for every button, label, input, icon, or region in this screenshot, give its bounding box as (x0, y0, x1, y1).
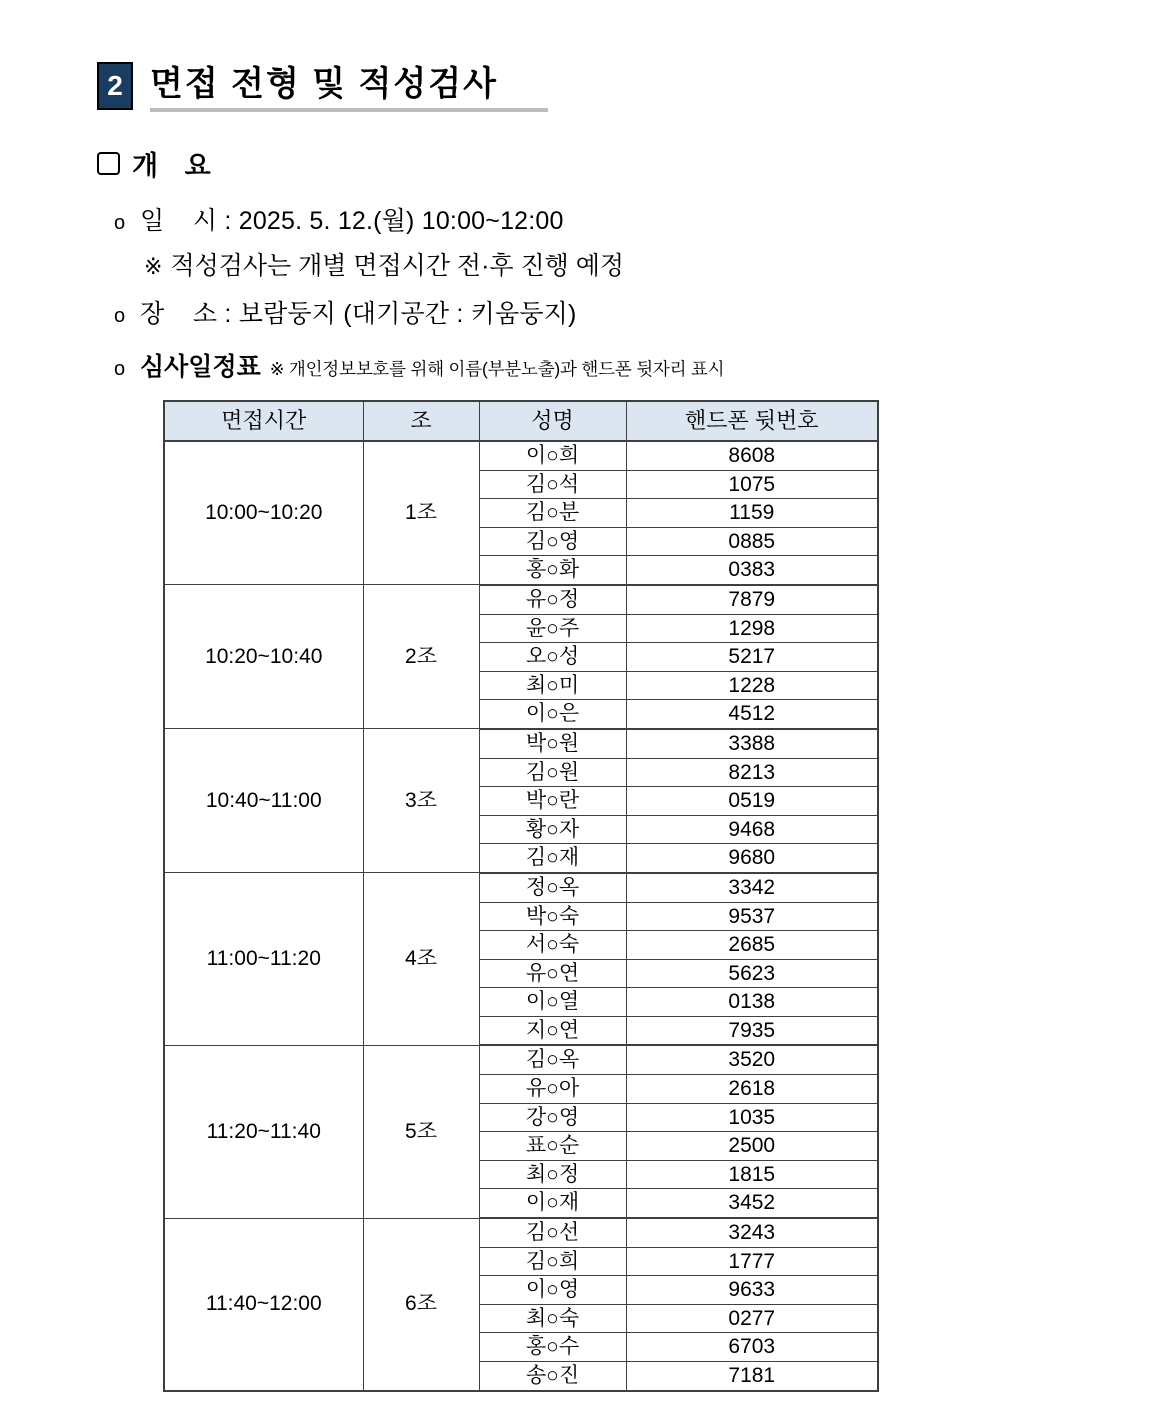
cell-applicant-name: 이○영 (479, 1276, 626, 1305)
cell-applicant-name: 서○숙 (479, 931, 626, 960)
cell-applicant-name: 유○아 (479, 1075, 626, 1104)
bullet-list (0, 205, 1170, 384)
table-row (164, 729, 878, 758)
cell-applicant-name: 김○분 (479, 499, 626, 528)
cell-interview-time: 10:20~10:40 (164, 585, 363, 729)
schedule-table-zone (0, 400, 1170, 1392)
cell-applicant-name: 황○자 (479, 815, 626, 844)
cell-interview-time: 11:40~12:00 (164, 1218, 363, 1391)
column-header-phone: 핸드폰 뒷번호 (626, 401, 878, 441)
cell-phone-last-digits: 1228 (626, 671, 878, 700)
cell-phone-last-digits: 2618 (626, 1075, 878, 1104)
cell-applicant-name: 최○미 (479, 671, 626, 700)
bullet-schedule-note: ※ 개인정보보호를 위해 이름(부분노출)과 핸드폰 뒷자리 표시 (269, 359, 725, 379)
cell-applicant-name: 강○영 (479, 1103, 626, 1132)
cell-phone-last-digits: 3243 (626, 1218, 878, 1247)
overview-heading (0, 112, 1170, 183)
cell-applicant-name: 박○원 (479, 729, 626, 758)
bullet-datetime (114, 205, 1170, 238)
table-row (164, 441, 878, 470)
cell-group: 4조 (363, 873, 479, 1046)
cell-phone-last-digits: 7181 (626, 1362, 878, 1391)
cell-applicant-name: 이○재 (479, 1189, 626, 1218)
cell-applicant-name: 김○영 (479, 527, 626, 556)
cell-phone-last-digits: 0885 (626, 527, 878, 556)
cell-phone-last-digits: 9633 (626, 1276, 878, 1305)
cell-applicant-name: 정○옥 (479, 873, 626, 902)
bullet-datetime-note-text: 적성검사는 개별 면접시간 전·후 진행 예정 (170, 252, 625, 280)
bullet-place-text: 장 소 : 보람둥지 (대기공간 : 키움둥지) (140, 300, 577, 328)
cell-phone-last-digits: 9468 (626, 815, 878, 844)
cell-applicant-name: 지○연 (479, 1016, 626, 1045)
cell-applicant-name: 박○란 (479, 787, 626, 816)
bullet-schedule (114, 347, 1170, 384)
cell-applicant-name: 유○정 (479, 585, 626, 614)
cell-phone-last-digits: 8213 (626, 758, 878, 787)
cell-applicant-name: 김○희 (479, 1247, 626, 1276)
reference-mark-icon: ※ (144, 254, 163, 279)
cell-phone-last-digits: 1159 (626, 499, 878, 528)
cell-phone-last-digits: 2500 (626, 1132, 878, 1161)
cell-phone-last-digits: 1298 (626, 614, 878, 643)
column-header-group: 조 (363, 401, 479, 441)
bullet-marker: o (114, 212, 126, 234)
cell-applicant-name: 김○옥 (479, 1045, 626, 1074)
cell-applicant-name: 이○은 (479, 700, 626, 729)
cell-group: 6조 (363, 1218, 479, 1391)
cell-applicant-name: 이○희 (479, 441, 626, 470)
cell-phone-last-digits: 6703 (626, 1333, 878, 1362)
cell-interview-time: 10:00~10:20 (164, 441, 363, 585)
cell-interview-time: 10:40~11:00 (164, 729, 363, 873)
cell-phone-last-digits: 9680 (626, 844, 878, 873)
cell-group: 2조 (363, 585, 479, 729)
cell-phone-last-digits: 9537 (626, 902, 878, 931)
cell-phone-last-digits: 7879 (626, 585, 878, 614)
cell-phone-last-digits: 1777 (626, 1247, 878, 1276)
cell-applicant-name: 홍○수 (479, 1333, 626, 1362)
table-row (164, 873, 878, 902)
cell-applicant-name: 표○순 (479, 1132, 626, 1161)
cell-phone-last-digits: 2685 (626, 931, 878, 960)
cell-applicant-name: 김○원 (479, 758, 626, 787)
cell-applicant-name: 이○열 (479, 988, 626, 1017)
cell-phone-last-digits: 0519 (626, 787, 878, 816)
overview-label: 개 요 (132, 151, 212, 181)
table-header (164, 401, 878, 441)
empty-checkbox-icon (97, 152, 120, 175)
column-header-name: 성명 (479, 401, 626, 441)
cell-applicant-name: 송○진 (479, 1362, 626, 1391)
cell-phone-last-digits: 4512 (626, 700, 878, 729)
cell-interview-time: 11:00~11:20 (164, 873, 363, 1046)
cell-phone-last-digits: 1815 (626, 1160, 878, 1189)
cell-applicant-name: 김○선 (479, 1218, 626, 1247)
cell-phone-last-digits: 3520 (626, 1045, 878, 1074)
table-row (164, 1218, 878, 1247)
table-row (164, 585, 878, 614)
section-number-badge: 2 (97, 62, 133, 110)
section-header (0, 0, 1170, 112)
cell-applicant-name: 유○연 (479, 959, 626, 988)
cell-applicant-name: 최○숙 (479, 1304, 626, 1333)
cell-phone-last-digits: 5623 (626, 959, 878, 988)
cell-phone-last-digits: 7935 (626, 1016, 878, 1045)
cell-phone-last-digits: 3342 (626, 873, 878, 902)
cell-group: 1조 (363, 441, 479, 585)
interview-schedule-table (163, 400, 879, 1392)
cell-phone-last-digits: 3388 (626, 729, 878, 758)
bullet-datetime-text: 일 시 : 2025. 5. 12.(월) 10:00~12:00 (140, 207, 564, 235)
bullet-datetime-note (114, 250, 1170, 282)
bullet-marker: o (114, 358, 126, 380)
cell-phone-last-digits: 0138 (626, 988, 878, 1017)
cell-phone-last-digits: 1075 (626, 470, 878, 499)
cell-interview-time: 11:20~11:40 (164, 1045, 363, 1218)
cell-applicant-name: 최○정 (479, 1160, 626, 1189)
cell-group: 5조 (363, 1045, 479, 1218)
page-title: 면접 전형 및 적성검사 (150, 65, 498, 103)
table-body (164, 441, 878, 1391)
cell-applicant-name: 홍○화 (479, 556, 626, 585)
cell-phone-last-digits: 1035 (626, 1103, 878, 1132)
title-underline-rule (150, 108, 548, 112)
section-title-wrap (150, 62, 548, 112)
bullet-schedule-label: 심사일정표 (140, 353, 261, 381)
cell-applicant-name: 김○석 (479, 470, 626, 499)
bullet-place (114, 298, 1170, 331)
cell-phone-last-digits: 0277 (626, 1304, 878, 1333)
table-header-row (164, 401, 878, 441)
cell-phone-last-digits: 8608 (626, 441, 878, 470)
cell-applicant-name: 오○성 (479, 643, 626, 672)
cell-group: 3조 (363, 729, 479, 873)
cell-applicant-name: 윤○주 (479, 614, 626, 643)
cell-phone-last-digits: 0383 (626, 556, 878, 585)
column-header-time: 면접시간 (164, 401, 363, 441)
bullet-marker: o (114, 305, 126, 327)
cell-phone-last-digits: 3452 (626, 1189, 878, 1218)
cell-applicant-name: 김○재 (479, 844, 626, 873)
table-row (164, 1045, 878, 1074)
cell-applicant-name: 박○숙 (479, 902, 626, 931)
cell-phone-last-digits: 5217 (626, 643, 878, 672)
